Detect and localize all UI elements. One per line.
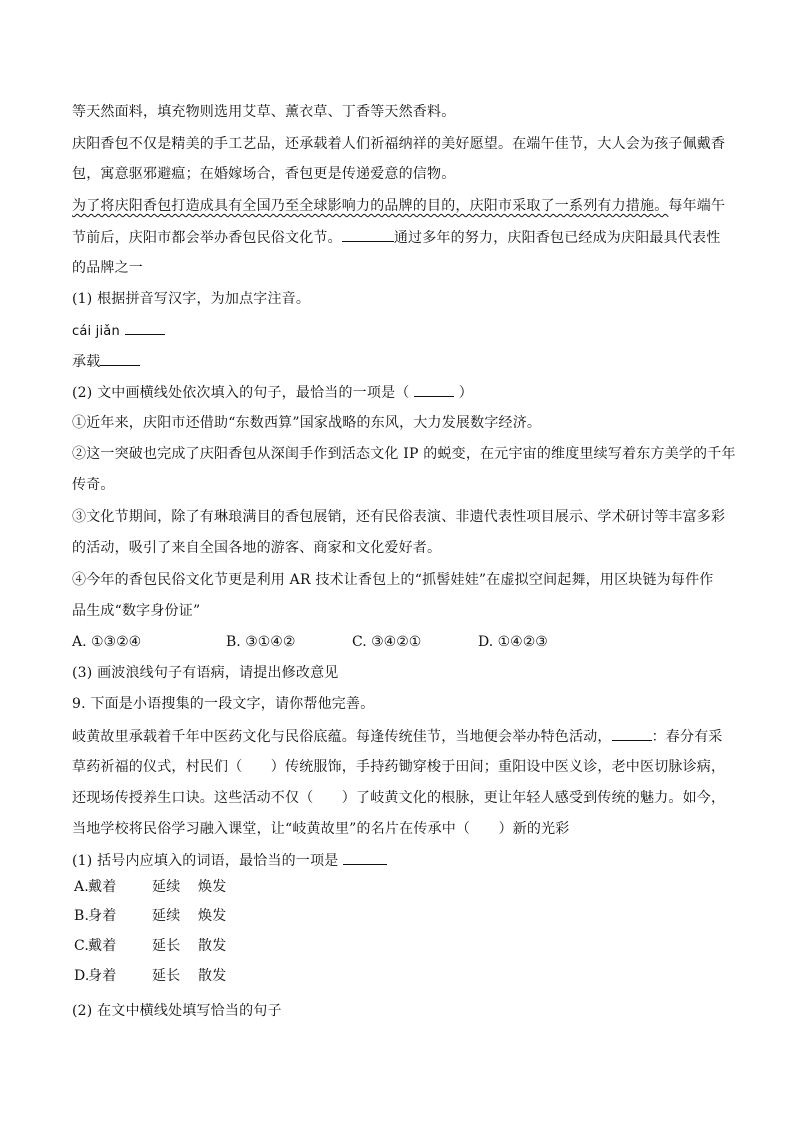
text: ①近年来，庆阳市还借助“东数西算”国家战略的东风，大力发展数字经济。 <box>72 415 542 431</box>
text: B. ③①④② <box>226 634 296 650</box>
text: ） <box>458 385 473 401</box>
pinyin-line <box>72 320 165 342</box>
question-9-title <box>72 694 374 714</box>
text: 岐黄故里承载着千年中医药文化与民俗底蕴。每逢传统佳节，当地便会举办特色活动， <box>72 729 612 745</box>
paragraph-line <box>72 757 725 777</box>
text: ③文化节期间，除了有琳琅满目的香包展销，还有民俗表演、非遗代表性项目展示、学术研讨等丰富多彩 <box>72 509 726 525</box>
choice-word: 焕发 <box>198 908 227 924</box>
fill-blank[interactable] <box>612 726 652 741</box>
text: C. ③④②① <box>352 634 422 650</box>
option-d[interactable] <box>478 632 548 652</box>
paragraph-line <box>72 227 720 248</box>
sentence-3-cont <box>72 538 441 558</box>
choice-word: 戴着 <box>88 938 117 954</box>
paragraph-line <box>72 788 725 808</box>
answer-blank[interactable] <box>125 320 165 335</box>
text: (1) 根据拼音写汉字，为加点字注音。 <box>72 291 311 307</box>
question-8-1 <box>72 289 310 309</box>
text: 当地学校将民俗学习融入课堂，让“岐黄故里”的名片在传承中（ ）新的光彩 <box>72 821 570 837</box>
text: 草药祈福的仪式，村民们（ ）传统服饰，手持药锄穿梭于田间；重阳设中医义诊，老中医切脉诊病， <box>72 759 726 775</box>
choice-word: 延长 <box>152 938 181 954</box>
answer-blank[interactable] <box>414 382 454 397</box>
text: (2) 文中画横线处依次填入的句子，最恰当的一项是（ <box>72 385 410 401</box>
paragraph-line <box>72 819 570 839</box>
text: ：春分有采 <box>651 729 723 745</box>
text: 传奇。 <box>72 477 115 493</box>
sentence-2 <box>72 444 736 464</box>
choice-row[interactable] <box>74 966 226 986</box>
text: 的活动，吸引了来自全国各地的游客、商家和文化爱好者。 <box>72 540 442 556</box>
option-c[interactable] <box>352 632 421 652</box>
question-9-1 <box>72 850 387 871</box>
choice-word: 延续 <box>152 908 181 924</box>
choice-row[interactable] <box>74 936 226 956</box>
text: 通过多年的努力，庆阳香包已经成为庆阳最具代表性 <box>393 230 721 246</box>
sentence-3 <box>72 507 725 527</box>
text: D. ①④②③ <box>478 634 548 650</box>
text: ④今年的香包民俗文化节更是利用 AR 技术让香包上的“抓髻娃娃”在虚拟空间起舞，用区块链为每件作 <box>72 572 714 588</box>
text: 每年端午 <box>668 198 726 214</box>
choice-word: 散发 <box>198 938 227 954</box>
text: 9. 下面是小语搜集的一段文字，请你帮他完善。 <box>72 696 375 712</box>
pinyin-text: cái jiǎn <box>72 324 120 339</box>
sentence-4-cont <box>72 601 200 621</box>
choice-word: 戴着 <box>88 879 117 895</box>
choice-label: B. <box>74 908 90 924</box>
sentence-4 <box>72 570 713 590</box>
text: 的品牌之一 <box>72 260 143 276</box>
question-8-2 <box>72 382 473 403</box>
text: (1) 括号内应填入的词语，最恰当的一项是 <box>72 853 339 869</box>
choice-label: C. <box>74 938 90 954</box>
answer-blank[interactable] <box>343 850 387 865</box>
text: (2) 在文中横线处填写恰当的句子 <box>72 1003 282 1019</box>
question-8-3 <box>72 663 338 683</box>
text: 庆阳香包不仅是精美的手工艺品，还承载着人们祈福纳祥的美好愿望。在端午佳节，大人会为孩子佩戴香 <box>72 136 726 152</box>
option-a[interactable] <box>72 632 141 652</box>
choice-word: 散发 <box>198 968 227 984</box>
option-b[interactable] <box>226 632 295 652</box>
sentence-1 <box>72 413 541 433</box>
choice-word: 焕发 <box>198 879 227 895</box>
choice-word: 延续 <box>152 879 181 895</box>
paragraph-line <box>72 164 455 184</box>
paragraph-line <box>72 196 725 216</box>
question-9-2 <box>72 1001 282 1021</box>
text: 包，寓意驱邪避瘟；在婚嫁场合，香包更是传递爱意的信物。 <box>72 166 456 182</box>
choice-label: D. <box>74 968 90 984</box>
annotation-line <box>72 351 140 372</box>
choice-row[interactable] <box>74 906 226 926</box>
choice-label: A. <box>74 879 89 895</box>
sentence-2-cont <box>72 475 115 495</box>
text: 承载 <box>72 354 101 370</box>
text: (3) 画波浪线句子有语病，请提出修改意见 <box>72 665 339 681</box>
text: 等天然面料，填充物则选用艾草、薰衣草、丁香等天然香料。 <box>72 104 456 120</box>
paragraph-line <box>72 102 455 122</box>
text: 品生成“数字身份证” <box>72 603 201 619</box>
text: ②这一突破也完成了庆阳香包从深闺手作到活态文化 IP 的蜕变，在元宇宙的维度里续写着东方美学的千年 <box>72 446 736 462</box>
choice-word: 身着 <box>88 908 117 924</box>
wavy-underlined-sentence: 为了将庆阳香包打造成具有全国乃至全球影响力的品牌的目的，庆阳市采取了一系列有力措施。 <box>72 198 669 214</box>
choice-word: 延长 <box>152 968 181 984</box>
paragraph-line <box>72 258 143 278</box>
fill-blank[interactable] <box>342 227 394 242</box>
answer-blank[interactable] <box>100 351 140 366</box>
text: 节前后，庆阳市都会举办香包民俗文化节。 <box>72 230 342 246</box>
paragraph-line <box>72 726 723 747</box>
text: A. ①③②④ <box>72 634 142 650</box>
choice-row[interactable] <box>74 877 226 897</box>
choice-word: 身着 <box>88 968 117 984</box>
paragraph-line <box>72 134 725 154</box>
text: 还现场传授养生口诀。这些活动不仅（ ）了岐黄文化的根脉，更让年轻人感受到传统的魅力。如今， <box>72 790 726 806</box>
